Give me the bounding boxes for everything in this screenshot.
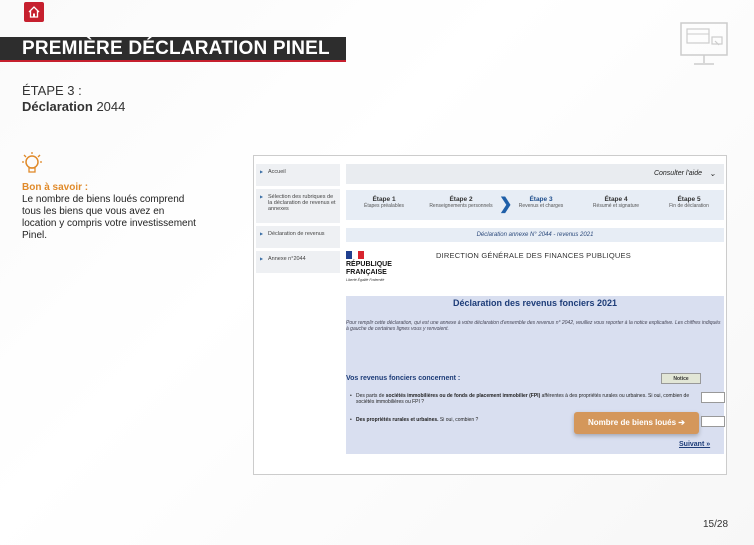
q1-bold: sociétés immobilières ou de fonds de placement immobilier (FPI) <box>385 393 541 399</box>
dgfip-heading: DIRECTION GÉNÉRALE DES FINANCES PUBLIQUES <box>436 251 631 260</box>
chevron-down-icon[interactable]: ⌄ <box>709 169 716 178</box>
sidebar-item-accueil[interactable]: ▶ Accueil <box>256 164 340 186</box>
title-bar <box>0 37 346 62</box>
step-4-sub: Résumé et signature <box>592 202 640 209</box>
sci-count-input[interactable] <box>701 392 725 403</box>
computer-form-icon <box>679 21 729 69</box>
step-1-sub: Étapes préalables <box>363 202 405 209</box>
biens-count-input[interactable] <box>701 416 725 427</box>
step-label: ÉTAPE 3 : <box>22 83 82 98</box>
step-subtitle <box>22 99 125 114</box>
step-3 <box>511 192 571 218</box>
page-number: 15/28 <box>703 519 729 530</box>
step-2-sub: Renseignements personnels <box>429 202 493 209</box>
nombre-biens-callout: Nombre de biens loués ➔ <box>574 412 699 434</box>
republique-francaise-logo <box>346 251 406 283</box>
form-intro: Pour remplir cette déclaration, qui est une annexe à votre déclaration d'ensemble des revenus n° 2042, veuillez vous reporter à la notice explicative. Les chiffres indiqués à gauche de certaines lignes vous y renvoient. <box>346 320 721 332</box>
question-sci <box>356 393 696 405</box>
fonciers-heading: Vos revenus fonciers concernent : <box>346 375 461 382</box>
annexe-banner: Déclaration annexe N° 2044 - revenus 2021 <box>346 228 724 242</box>
french-flag-icon <box>346 251 364 259</box>
step-4 <box>586 192 646 218</box>
step-5-title: Étape 5 <box>677 196 701 203</box>
q2-post: Si oui, combien ? <box>438 417 479 423</box>
step-3-sub: Revenus et charges <box>518 202 564 209</box>
step-3-title: Étape 3 <box>529 196 553 203</box>
sidebar-item-annexe[interactable]: ▶ Annexe n°2044 <box>256 251 340 273</box>
rf-motto: Liberté Égalité Fraternité <box>346 278 385 282</box>
step-5-sub: Fin de déclaration <box>669 202 709 209</box>
home-icon <box>27 5 41 19</box>
q1-post: afférentes à des propriétés rurales ou urbaines. Si oui, combien de sociétés immobilières ou FPI ? <box>356 393 690 405</box>
step-1-title: Étape 1 <box>372 196 396 203</box>
step-1 <box>354 192 414 218</box>
page-title: PREMIÈRE DÉCLARATION PINEL <box>22 38 330 59</box>
step-5 <box>659 192 719 218</box>
help-link[interactable]: Consulter l'aide <box>653 170 702 177</box>
sidebar-item-selection[interactable]: ▶ Sélection des rubriques de la déclaration de revenus et annexes <box>256 189 340 223</box>
home-button[interactable] <box>24 2 44 22</box>
sidebar-item-declaration[interactable]: ▶ Déclaration de revenus <box>256 226 340 248</box>
step-progress <box>346 190 724 220</box>
q1-pre: Des parts de <box>356 393 386 399</box>
step-2-title: Étape 2 <box>449 196 473 203</box>
step-2 <box>426 192 496 218</box>
step-4-title: Étape 4 <box>604 196 628 203</box>
tip-title: Bon à savoir : <box>22 182 89 193</box>
form-title: Déclaration des revenus fonciers 2021 <box>452 298 618 308</box>
rf-name: RÉPUBLIQUE FRANÇAISE <box>346 261 392 276</box>
step-form: 2044 <box>96 99 126 114</box>
tip-text: Le nombre de biens loués comprend tous les biens que vous avez en location y compris votre investissement Pinel. <box>22 194 196 241</box>
lightbulb-icon <box>22 152 42 176</box>
screenshot-sidebar <box>256 164 340 276</box>
tax-form-screenshot <box>253 155 727 475</box>
suivant-link[interactable]: Suivant » <box>679 441 711 448</box>
step-name: Déclaration <box>22 99 93 114</box>
q2-bold: Des propriétés rurales et urbaines. <box>356 417 439 423</box>
notice-button[interactable]: Notice <box>661 373 701 384</box>
help-bar[interactable] <box>346 164 724 184</box>
current-step-arrow-icon: ❯ <box>499 196 513 213</box>
